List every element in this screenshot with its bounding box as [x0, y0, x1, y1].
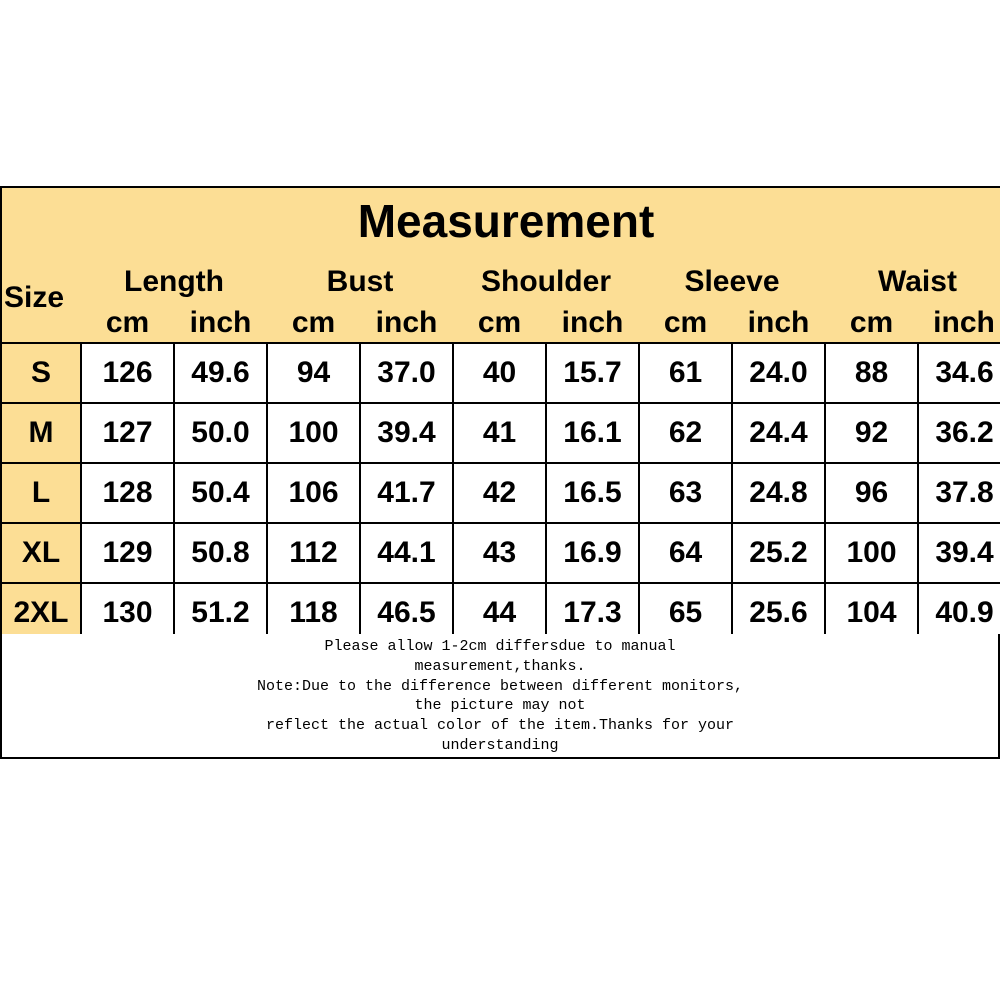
- table-row: [1, 403, 1000, 463]
- table-cell: 63: [639, 463, 732, 523]
- table-cell: 24.4: [732, 403, 825, 463]
- table-cell: 104: [825, 583, 918, 643]
- note-line: Please allow 1-2cm differsdue to manual: [324, 638, 676, 655]
- table-cell: 16.9: [546, 523, 639, 583]
- note-line: Note:Due to the difference between different monitors,: [256, 677, 744, 695]
- table-cell: 44: [453, 583, 546, 643]
- table-row: [1, 523, 1000, 583]
- table-cell: 64: [639, 523, 732, 583]
- length-header: Length: [81, 254, 267, 304]
- unit-header-inch: inch: [732, 304, 825, 343]
- size-cell: S: [1, 343, 81, 403]
- table-cell: 51.2: [174, 583, 267, 643]
- table-cell: 44.1: [360, 523, 453, 583]
- unit-header-cm: cm: [453, 304, 546, 343]
- table-title: Measurement: [1, 187, 1000, 254]
- table-cell: 41: [453, 403, 546, 463]
- table-cell: 37.0: [360, 343, 453, 403]
- table-cell: 24.0: [732, 343, 825, 403]
- note-line: understanding: [441, 736, 559, 754]
- unit-header-inch: inch: [918, 304, 1000, 343]
- table-cell: 16.1: [546, 403, 639, 463]
- unit-header-cm: cm: [825, 304, 918, 343]
- measurement-table: [0, 186, 1000, 644]
- table-cell: 112: [267, 523, 360, 583]
- bust-header: Bust: [267, 254, 453, 304]
- unit-header-cm: cm: [81, 304, 174, 343]
- table-cell: 130: [81, 583, 174, 643]
- unit-header-inch: inch: [174, 304, 267, 343]
- table-cell: 88: [825, 343, 918, 403]
- table-cell: 50.8: [174, 523, 267, 583]
- note-line: reflect the actual color of the item.Thanks for your: [265, 717, 735, 735]
- table-cell: 96: [825, 463, 918, 523]
- table-cell: 62: [639, 403, 732, 463]
- table-cell: 126: [81, 343, 174, 403]
- table-cell: 15.7: [546, 343, 639, 403]
- table-cell: 43: [453, 523, 546, 583]
- table-cell: 42: [453, 463, 546, 523]
- table-cell: 100: [267, 403, 360, 463]
- table-cell: 39.4: [360, 403, 453, 463]
- measurement-note: [0, 634, 1000, 759]
- table-cell: 25.2: [732, 523, 825, 583]
- unit-header-inch: inch: [360, 304, 453, 343]
- table-cell: 40: [453, 343, 546, 403]
- size-column-header: Size: [1, 254, 81, 343]
- sleeve-header: Sleeve: [639, 254, 825, 304]
- note-line: measurement,thanks.: [414, 657, 586, 675]
- table-cell: 50.4: [174, 463, 267, 523]
- unit-header-row: [1, 304, 1000, 343]
- group-header-row: [1, 254, 1000, 304]
- unit-header-cm: cm: [267, 304, 360, 343]
- unit-header-inch: inch: [546, 304, 639, 343]
- table-cell: 128: [81, 463, 174, 523]
- note-line: the picture may not: [414, 697, 586, 715]
- size-cell: M: [1, 403, 81, 463]
- size-cell: 2XL: [1, 583, 81, 643]
- table-cell: 106: [267, 463, 360, 523]
- size-cell: L: [1, 463, 81, 523]
- table-cell: 49.6: [174, 343, 267, 403]
- table-cell: 129: [81, 523, 174, 583]
- table-cell: 36.2: [918, 403, 1000, 463]
- table-cell: 17.3: [546, 583, 639, 643]
- table-cell: 50.0: [174, 403, 267, 463]
- shoulder-header: Shoulder: [453, 254, 639, 304]
- table-cell: 40.9: [918, 583, 1000, 643]
- size-cell: XL: [1, 523, 81, 583]
- table-cell: 25.6: [732, 583, 825, 643]
- table-cell: 37.8: [918, 463, 1000, 523]
- table-row: [1, 463, 1000, 523]
- table-cell: 39.4: [918, 523, 1000, 583]
- table-cell: 24.8: [732, 463, 825, 523]
- title-row: [1, 187, 1000, 254]
- table-cell: 61: [639, 343, 732, 403]
- table-cell: 127: [81, 403, 174, 463]
- table-cell: 94: [267, 343, 360, 403]
- table-cell: 41.7: [360, 463, 453, 523]
- table-cell: 34.6: [918, 343, 1000, 403]
- table-cell: 65: [639, 583, 732, 643]
- table-cell: 118: [267, 583, 360, 643]
- table-row: [1, 343, 1000, 403]
- table-cell: 100: [825, 523, 918, 583]
- unit-header-cm: cm: [639, 304, 732, 343]
- table-cell: 46.5: [360, 583, 453, 643]
- waist-header: Waist: [825, 254, 1000, 304]
- table-cell: 92: [825, 403, 918, 463]
- table-cell: 16.5: [546, 463, 639, 523]
